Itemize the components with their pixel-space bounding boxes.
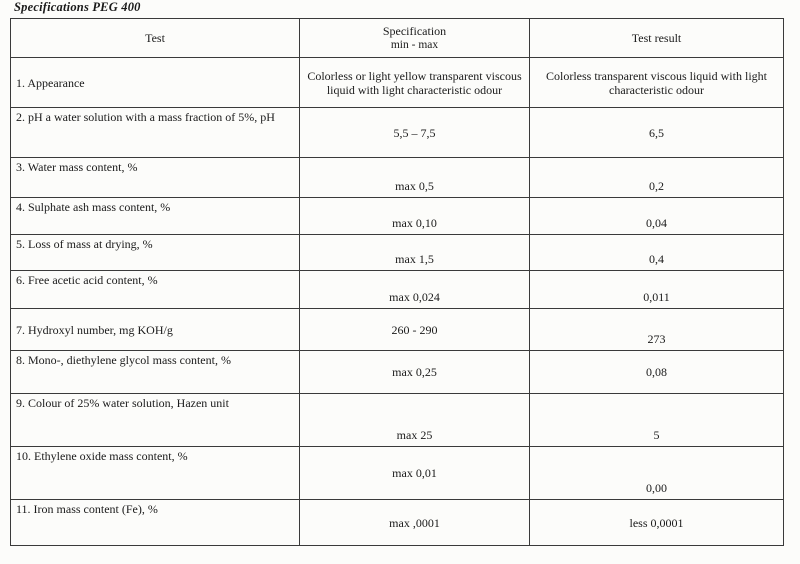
table-row <box>11 394 784 447</box>
header-specification-label: Specification <box>382 24 447 38</box>
test-name: 4. Sulphate ash mass content, % <box>11 198 300 235</box>
result-value: 0,2 <box>530 158 784 198</box>
test-name: 11. Iron mass content (Fe), % <box>11 500 300 546</box>
spec-value: max 0,024 <box>300 271 530 309</box>
spec-value: max 0,10 <box>300 198 530 235</box>
spec-value: max 0,01 <box>300 447 530 500</box>
test-name: 10. Ethylene oxide mass content, % <box>11 447 300 500</box>
table-row <box>11 271 784 309</box>
spec-value: Colorless or light yellow transparent viscous liquid with light characteristic odour <box>300 58 530 108</box>
table-row <box>11 309 784 351</box>
header-test-result: Test result <box>530 19 784 58</box>
result-value: 5 <box>530 394 784 447</box>
test-name: 5. Loss of mass at drying, % <box>11 235 300 271</box>
result-value: Colorless transparent viscous liquid with light characteristic odour <box>530 58 784 108</box>
table-row <box>11 447 784 500</box>
table-header-row <box>11 19 784 58</box>
spec-value: max ,0001 <box>300 500 530 546</box>
test-name: 2. pH a water solution with a mass fraction of 5%, pH <box>11 108 300 158</box>
spec-value: max 0,25 <box>300 351 530 394</box>
result-value: less 0,0001 <box>530 500 784 546</box>
table-row <box>11 108 784 158</box>
spec-value: max 25 <box>300 394 530 447</box>
header-test: Test <box>11 19 300 58</box>
specifications-table <box>10 18 784 546</box>
table-row <box>11 351 784 394</box>
document-title: Specifications PEG 400 <box>14 0 141 14</box>
header-specification-range: min - max <box>390 39 439 51</box>
test-name: 6. Free acetic acid content, % <box>11 271 300 309</box>
header-specification <box>300 19 530 58</box>
table-row <box>11 500 784 546</box>
result-value: 0,04 <box>530 198 784 235</box>
result-value: 6,5 <box>530 108 784 158</box>
table-row <box>11 158 784 198</box>
table-row <box>11 235 784 271</box>
result-value: 0,00 <box>530 447 784 500</box>
test-name: 1. Appearance <box>11 58 300 108</box>
test-name: 3. Water mass content, % <box>11 158 300 198</box>
spec-value: 5,5 – 7,5 <box>300 108 530 158</box>
result-value: 0,08 <box>530 351 784 394</box>
test-name: 8. Mono-, diethylene glycol mass content, % <box>11 351 300 394</box>
spec-value: max 1,5 <box>300 235 530 271</box>
spec-value: 260 - 290 <box>300 309 530 351</box>
table-row <box>11 198 784 235</box>
test-name: 7. Hydroxyl number, mg KOH/g <box>11 309 300 351</box>
test-name: 9. Colour of 25% water solution, Hazen unit <box>11 394 300 447</box>
table-row <box>11 58 784 108</box>
result-value: 273 <box>530 309 784 351</box>
result-value: 0,4 <box>530 235 784 271</box>
result-value: 0,011 <box>530 271 784 309</box>
spec-value: max 0,5 <box>300 158 530 198</box>
